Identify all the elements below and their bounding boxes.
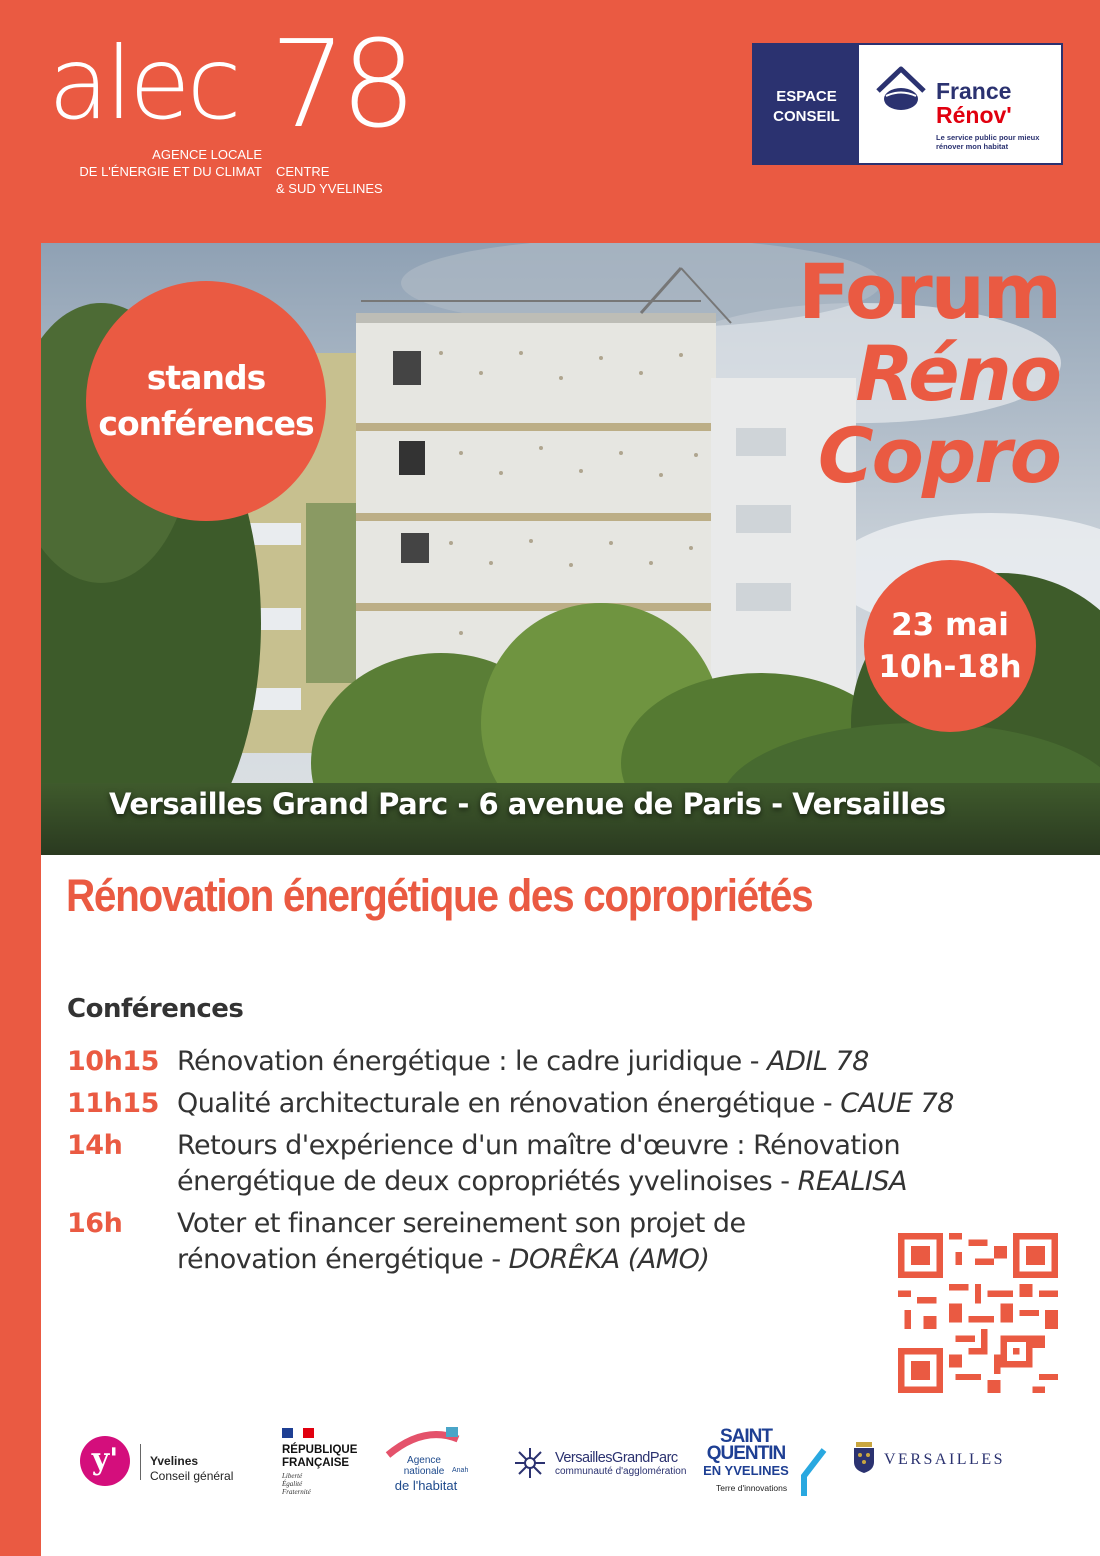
vgp-sub: communauté d'agglomération [555,1466,687,1477]
program-time: 10h15 [67,1046,159,1077]
program-topic: Rénovation énergétique : le cadre juridique - [177,1046,768,1077]
fr-title-line: Rénov' [936,102,1012,128]
program-item [67,1086,1067,1122]
versailles-crest-icon [852,1442,876,1474]
versailles-name: VERSAILLES [884,1451,1005,1468]
program-speaker: REALISA [797,1166,907,1197]
yvelines-sub: Conseil général [150,1469,234,1483]
alec-sub-line: & SUD YVELINES [276,181,383,196]
anah-line: Agence [407,1455,441,1466]
anah-logo [384,1425,474,1499]
sqy-tagline: Terre d'innovations [716,1483,788,1493]
program-time: 16h [67,1208,123,1239]
vgp-name: VersaillesGrandParc [555,1450,678,1466]
republique-francaise-logo [280,1428,370,1500]
france-renov-tagline: Le service public pour mieux rénover mon habitat [936,133,1040,151]
anah-line: nationale [403,1466,445,1477]
rf-line: FRANÇAISE [282,1457,350,1469]
qr-code[interactable] [898,1233,1058,1393]
alec-sub-line: CENTRE [276,164,330,179]
republique-name [282,1444,357,1470]
vgp-star-icon [513,1446,547,1480]
alec78-logo [40,16,420,206]
event-title-line: Copro [817,411,1060,500]
sqy-line: SAINT [720,1426,772,1447]
france-renov-title [936,79,1012,127]
program-topic: Qualité architecturale en rénovation énergétique - [177,1088,841,1119]
program-time: 14h [67,1130,123,1161]
program-item [67,1044,1067,1080]
alec-logo-word: alec [48,25,238,142]
program-speaker: CAUE 78 [840,1088,954,1119]
alec-sub-line: AGENCE LOCALE [152,147,262,162]
sqy-line: QUENTIN [706,1443,786,1464]
yvelines-mark: y' [80,1436,130,1486]
program-speaker: DORÊKA (AMO) [508,1244,710,1275]
event-address: Versailles Grand Parc - 6 avenue de Paris - Versailles [109,787,946,821]
sqy-name [698,1428,794,1462]
house-icon [872,61,930,121]
espace-conseil-label [754,45,859,163]
event-hours: 10h-18h [878,649,1022,685]
program-talk [177,1044,1057,1080]
alec-logo-subtitle-left [40,146,262,180]
left-band [0,243,41,1556]
motto-line: Liberté [282,1472,303,1480]
program-time: 11h15 [67,1088,159,1119]
stands-conferences-badge [86,281,326,521]
program-talk [177,1086,1057,1122]
anah-habitat: de l'habitat [394,1478,458,1493]
date-badge [864,560,1036,732]
espace-line: ESPACE [776,88,837,105]
anah-roof-icon [384,1425,474,1459]
badge-line: stands [146,358,266,397]
program-title: Conférences [67,994,244,1024]
france-renov-logo [752,43,1063,165]
event-title-line: Forum [798,247,1060,336]
yvelines-logo [80,1436,260,1488]
anah-acronym: Anah [452,1467,469,1474]
badge-line: conférences [98,404,314,443]
program-topic: Retours d'expérience d'un maître d'œuvre : Rénovation énergétique de deux copropriétés yvelinoises - [177,1130,901,1197]
event-title [798,247,1060,500]
event-date: 23 mai [891,607,1009,643]
sqy-region: EN YVELINES [703,1463,789,1478]
yvelines-name: Yvelines [150,1454,199,1468]
program-talk [177,1206,867,1278]
alec-logo-subtitle-right [276,163,383,197]
sqy-shape-icon [798,1448,828,1498]
fr-title-line: France [936,78,1012,104]
program-item [67,1128,1067,1200]
saint-quentin-logo [698,1428,838,1502]
event-title-line: Réno [855,329,1060,418]
flag-icon [282,1428,314,1438]
program-topic: Voter et financer sereinement son projet de rénovation énergétique - [177,1208,746,1275]
versailles-logo [852,1442,1032,1478]
versailles-grand-parc-logo [513,1446,687,1482]
program-talk [177,1128,1057,1200]
motto-line: Fraternité [282,1488,311,1496]
rf-line: RÉPUBLIQUE [282,1444,358,1456]
republique-motto [282,1472,311,1496]
program-speaker: ADIL 78 [767,1046,869,1077]
espace-line: CONSEIL [773,108,840,125]
anah-name [394,1455,454,1477]
alec-logo-number: 78 [270,16,411,155]
headline: Rénovation énergétique des copropriétés [66,870,813,921]
motto-line: Égalité [282,1480,303,1488]
divider [140,1444,141,1480]
alec-sub-line: DE L'ÉNERGIE ET DU CLIMAT [79,164,262,179]
